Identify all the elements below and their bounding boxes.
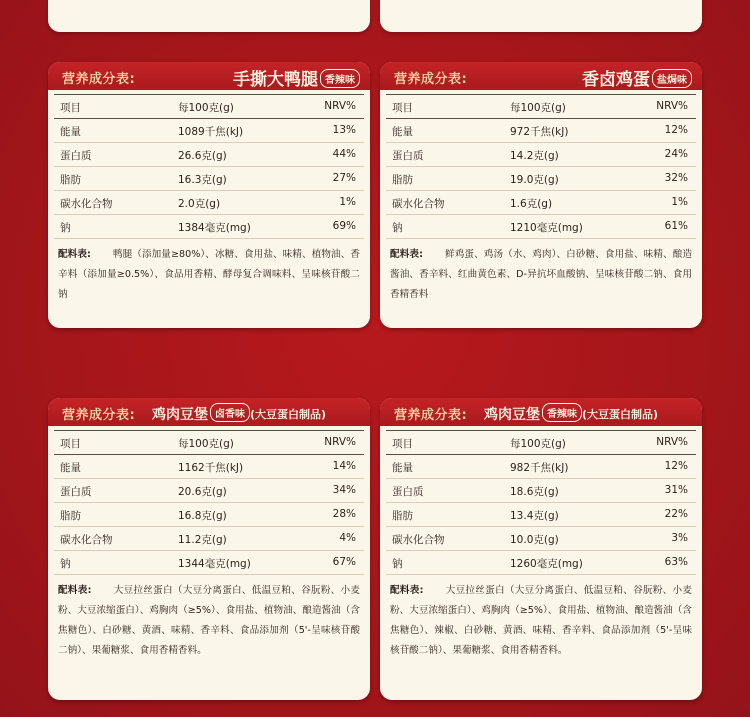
nutrient-nrv: 22% bbox=[664, 508, 688, 520]
nutrient-nrv: 1% bbox=[339, 196, 356, 208]
nutrient-amount: 16.8克(g) bbox=[178, 510, 227, 522]
ingredients-label: 配料表: bbox=[58, 249, 91, 260]
nutrient-amount: 16.3克(g) bbox=[178, 174, 227, 186]
product-name: 手撕大鸭腿 bbox=[233, 70, 318, 90]
column-header-item: 项目 bbox=[60, 102, 81, 114]
nutrient-name: 钠 bbox=[392, 558, 403, 570]
ingredients-label: 配料表: bbox=[58, 585, 92, 596]
card-header bbox=[48, 398, 370, 426]
nutrition-table bbox=[54, 94, 364, 239]
column-header-per100g: 每100克(g) bbox=[510, 438, 566, 450]
column-header-item: 项目 bbox=[60, 438, 81, 450]
nutrition-table bbox=[54, 430, 364, 575]
product-name: 鸡肉豆堡 bbox=[152, 407, 208, 423]
nutrition-card-chicken-bean-burger-braised bbox=[48, 398, 370, 700]
product-name: 香卤鸡蛋 bbox=[582, 70, 650, 90]
nutrient-name: 碳水化合物 bbox=[392, 198, 445, 210]
ingredients-list bbox=[390, 581, 692, 661]
nutrient-nrv: 14% bbox=[332, 460, 356, 472]
nutrient-amount: 1210毫克(mg) bbox=[510, 222, 583, 234]
nutrient-nrv: 34% bbox=[332, 484, 356, 496]
nutrient-name: 钠 bbox=[60, 558, 71, 570]
nutrient-name: 脂肪 bbox=[60, 174, 81, 186]
ingredients-text: 大豆拉丝蛋白（大豆分离蛋白、低温豆粕、谷朊粉、小麦粉、大豆浓缩蛋白）、鸡胸肉（≥5%）、食用盐、植物油、酿造酱油（含焦糖色）、白砂糖、黄酒、味精、香辛料、食品添加剂（5'-呈味核苷酸二钠）、果葡糖浆、食用香精香料。 bbox=[58, 585, 361, 656]
nutrition-card-chicken-bean-burger-spicy bbox=[380, 398, 702, 700]
nutrient-nrv: 4% bbox=[339, 532, 356, 544]
product-category: (大豆蛋白制品) bbox=[582, 408, 659, 421]
nutrient-amount: 20.6克(g) bbox=[178, 486, 227, 498]
nutrition-table bbox=[386, 430, 696, 575]
nutrient-nrv: 32% bbox=[664, 172, 688, 184]
nutrient-amount: 972千焦(kJ) bbox=[510, 126, 569, 138]
nutrition-table bbox=[386, 94, 696, 239]
nutrient-amount: 19.0克(g) bbox=[510, 174, 559, 186]
table-row bbox=[386, 119, 696, 143]
product-title bbox=[484, 403, 658, 424]
nutrient-nrv: 12% bbox=[664, 124, 688, 136]
table-row bbox=[386, 527, 696, 551]
table-row bbox=[386, 191, 696, 215]
table-row bbox=[386, 455, 696, 479]
nutrient-name: 蛋白质 bbox=[60, 486, 92, 498]
table-row bbox=[54, 503, 364, 527]
nutrient-name: 脂肪 bbox=[392, 174, 413, 186]
table-row bbox=[54, 479, 364, 503]
table-row bbox=[386, 503, 696, 527]
nutrition-card-braised-egg bbox=[380, 62, 702, 328]
table-header-row bbox=[386, 94, 696, 119]
nutrient-amount: 2.0克(g) bbox=[178, 198, 221, 210]
table-row bbox=[386, 143, 696, 167]
nutrient-amount: 11.2克(g) bbox=[178, 534, 227, 546]
top-card-right-edge bbox=[380, 0, 702, 32]
nutrient-amount: 1260毫克(mg) bbox=[510, 558, 583, 570]
nutrient-nrv: 63% bbox=[664, 556, 688, 568]
table-row bbox=[386, 215, 696, 239]
column-header-nrv: NRV% bbox=[656, 100, 688, 112]
table-row bbox=[54, 167, 364, 191]
nutrient-amount: 1384毫克(mg) bbox=[178, 222, 251, 234]
nutrient-nrv: 13% bbox=[332, 124, 356, 136]
nutrient-name: 蛋白质 bbox=[60, 150, 92, 162]
table-row bbox=[54, 143, 364, 167]
table-row bbox=[386, 551, 696, 575]
column-header-nrv: NRV% bbox=[656, 436, 688, 448]
nutrient-amount: 1089千焦(kJ) bbox=[178, 126, 244, 138]
nutrient-name: 脂肪 bbox=[60, 510, 81, 522]
flavor-badge: 卤香味 bbox=[210, 403, 250, 422]
table-row bbox=[386, 167, 696, 191]
nutrient-name: 能量 bbox=[392, 126, 413, 138]
ingredients-list bbox=[58, 245, 360, 305]
nutrient-name: 能量 bbox=[60, 462, 81, 474]
nutrient-nrv: 69% bbox=[332, 220, 356, 232]
table-row bbox=[54, 527, 364, 551]
card-header bbox=[48, 62, 370, 90]
top-card-left-edge bbox=[48, 0, 370, 32]
table-header-row bbox=[54, 430, 364, 455]
flavor-badge: 盐焗味 bbox=[652, 69, 692, 88]
table-header-row bbox=[386, 430, 696, 455]
nutrient-name: 蛋白质 bbox=[392, 150, 424, 162]
ingredients-label: 配料表: bbox=[390, 585, 424, 596]
column-header-nrv: NRV% bbox=[324, 436, 356, 448]
nutrient-nrv: 1% bbox=[671, 196, 688, 208]
nutrient-name: 能量 bbox=[60, 126, 81, 138]
nutrition-card-duck-leg bbox=[48, 62, 370, 328]
nutrient-nrv: 27% bbox=[332, 172, 356, 184]
nutrient-nrv: 3% bbox=[671, 532, 688, 544]
nutrient-name: 碳水化合物 bbox=[392, 534, 445, 546]
nutrient-name: 钠 bbox=[60, 222, 71, 234]
nutrient-nrv: 44% bbox=[332, 148, 356, 160]
nutrient-name: 碳水化合物 bbox=[60, 198, 113, 210]
table-row bbox=[386, 479, 696, 503]
nutrient-nrv: 67% bbox=[332, 556, 356, 568]
nutrient-nrv: 31% bbox=[664, 484, 688, 496]
table-row bbox=[54, 551, 364, 575]
nutrient-amount: 13.4克(g) bbox=[510, 510, 559, 522]
nutrient-name: 能量 bbox=[392, 462, 413, 474]
table-row bbox=[54, 215, 364, 239]
column-header-per100g: 每100克(g) bbox=[178, 438, 234, 450]
nutrition-header-label: 营养成分表: bbox=[62, 72, 136, 87]
nutrient-name: 钠 bbox=[392, 222, 403, 234]
nutrient-amount: 14.2克(g) bbox=[510, 150, 559, 162]
card-header bbox=[380, 62, 702, 90]
nutrition-header-label: 营养成分表: bbox=[394, 72, 468, 87]
nutrient-amount: 10.0克(g) bbox=[510, 534, 559, 546]
nutrient-amount: 26.6克(g) bbox=[178, 150, 227, 162]
flavor-badge: 香辣味 bbox=[542, 403, 582, 422]
nutrient-name: 碳水化合物 bbox=[60, 534, 113, 546]
column-header-per100g: 每100克(g) bbox=[510, 102, 566, 114]
ingredients-text: 鲜鸡蛋、鸡汤（水、鸡肉）、白砂糖、食用盐、味精、酿造酱油、香辛料、红曲黄色素、D-异抗坏血酸钠、呈味核苷酸二钠、食用香精香料 bbox=[390, 249, 692, 300]
nutrient-nrv: 28% bbox=[332, 508, 356, 520]
ingredients-list bbox=[390, 245, 692, 305]
nutrient-amount: 1.6克(g) bbox=[510, 198, 553, 210]
nutrient-amount: 1344毫克(mg) bbox=[178, 558, 251, 570]
ingredients-text: 鸭腿（添加量≥80%）、冰糖、食用盐、味精、植物油、香辛料（添加量≥0.5%）、食品用香精、酵母复合调味料、呈味核苷酸二钠 bbox=[58, 249, 360, 300]
nutrient-name: 脂肪 bbox=[392, 510, 413, 522]
table-row bbox=[54, 119, 364, 143]
nutrient-amount: 1162千焦(kJ) bbox=[178, 462, 244, 474]
ingredients-list bbox=[58, 581, 360, 661]
product-category: (大豆蛋白制品) bbox=[250, 408, 327, 421]
table-header-row bbox=[54, 94, 364, 119]
product-title bbox=[233, 65, 360, 90]
column-header-item: 项目 bbox=[392, 438, 413, 450]
ingredients-label: 配料表: bbox=[390, 249, 423, 260]
nutrient-nrv: 24% bbox=[664, 148, 688, 160]
column-header-nrv: NRV% bbox=[324, 100, 356, 112]
card-header bbox=[380, 398, 702, 426]
nutrient-nrv: 12% bbox=[664, 460, 688, 472]
product-title bbox=[582, 65, 692, 90]
nutrient-amount: 982千焦(kJ) bbox=[510, 462, 569, 474]
ingredients-text: 大豆拉丝蛋白（大豆分离蛋白、低温豆粕、谷朊粉、小麦粉、大豆浓缩蛋白）、鸡胸肉（≥5%）、食用盐、植物油、酿造酱油（含焦糖色）、辣椒、白砂糖、黄酒、味精、香辛料、食品添加剂（5'-呈味核苷酸二钠）、果葡糖浆、食用香精香料。 bbox=[390, 585, 693, 656]
flavor-badge: 香辣味 bbox=[320, 69, 360, 88]
table-row bbox=[54, 191, 364, 215]
product-title bbox=[152, 403, 326, 424]
nutrient-nrv: 61% bbox=[664, 220, 688, 232]
nutrient-amount: 18.6克(g) bbox=[510, 486, 559, 498]
column-header-per100g: 每100克(g) bbox=[178, 102, 234, 114]
product-name: 鸡肉豆堡 bbox=[484, 407, 540, 423]
nutrient-name: 蛋白质 bbox=[392, 486, 424, 498]
nutrition-header-label: 营养成分表: bbox=[62, 408, 136, 423]
nutrition-header-label: 营养成分表: bbox=[394, 408, 468, 423]
table-row bbox=[54, 455, 364, 479]
column-header-item: 项目 bbox=[392, 102, 413, 114]
